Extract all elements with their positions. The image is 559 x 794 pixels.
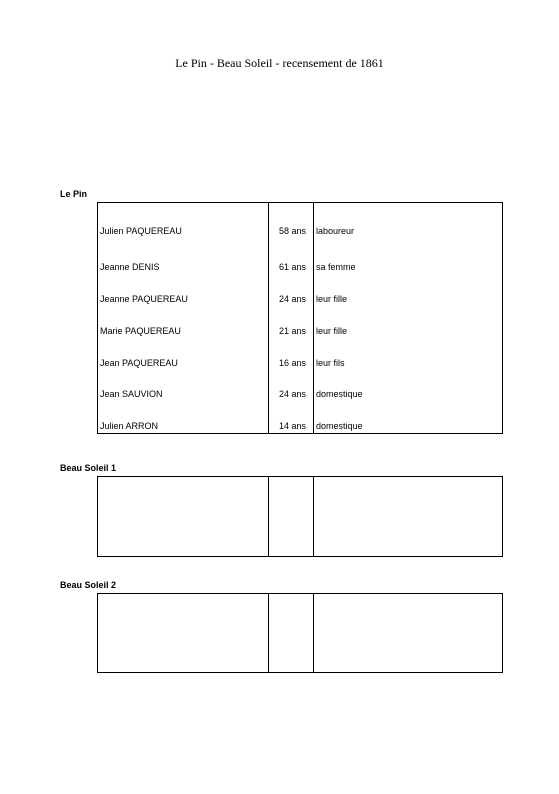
- table-row: [98, 387, 502, 401]
- column-divider: [313, 477, 314, 556]
- census-table-le-pin: [97, 202, 503, 434]
- table-row: [98, 419, 502, 433]
- person-role: leur fille: [316, 326, 348, 336]
- person-age: 61 ans: [278, 262, 306, 272]
- table-row: [98, 324, 502, 338]
- table-row: [98, 224, 502, 238]
- person-role: leur fils: [316, 358, 345, 368]
- person-name: Jean PAQUEREAU: [100, 358, 178, 368]
- section-heading-beau-soleil-2: Beau Soleil 2: [60, 580, 117, 590]
- person-name: Marie PAQUEREAU: [100, 326, 181, 336]
- column-divider: [268, 594, 269, 672]
- person-age: 24 ans: [278, 294, 306, 304]
- person-age: 24 ans: [278, 389, 306, 399]
- section-heading-le-pin: Le Pin: [60, 189, 88, 199]
- column-divider: [313, 594, 314, 672]
- person-role: leur fille: [316, 294, 348, 304]
- section-heading-beau-soleil-1: Beau Soleil 1: [60, 463, 117, 473]
- person-name: Jeanne DENIS: [100, 262, 160, 272]
- table-row: [98, 356, 502, 370]
- person-role: laboureur: [316, 226, 355, 236]
- person-name: Jeanne PAQUEREAU: [100, 294, 188, 304]
- census-table-beau-soleil-1: [97, 476, 503, 557]
- person-role: domestique: [316, 421, 363, 431]
- person-age: 58 ans: [278, 226, 306, 236]
- table-row: [98, 260, 502, 274]
- person-age: 16 ans: [278, 358, 306, 368]
- person-age: 14 ans: [278, 421, 306, 431]
- document-title: Le Pin - Beau Soleil - recensement de 1861: [175, 56, 384, 70]
- person-name: Jean SAUVION: [100, 389, 163, 399]
- census-table-beau-soleil-2: [97, 593, 503, 673]
- table-row: [98, 292, 502, 306]
- person-role: domestique: [316, 389, 363, 399]
- person-name: Julien ARRON: [100, 421, 159, 431]
- person-name: Julien PAQUEREAU: [100, 226, 182, 236]
- person-role: sa femme: [316, 262, 356, 272]
- column-divider: [268, 477, 269, 556]
- person-age: 21 ans: [278, 326, 306, 336]
